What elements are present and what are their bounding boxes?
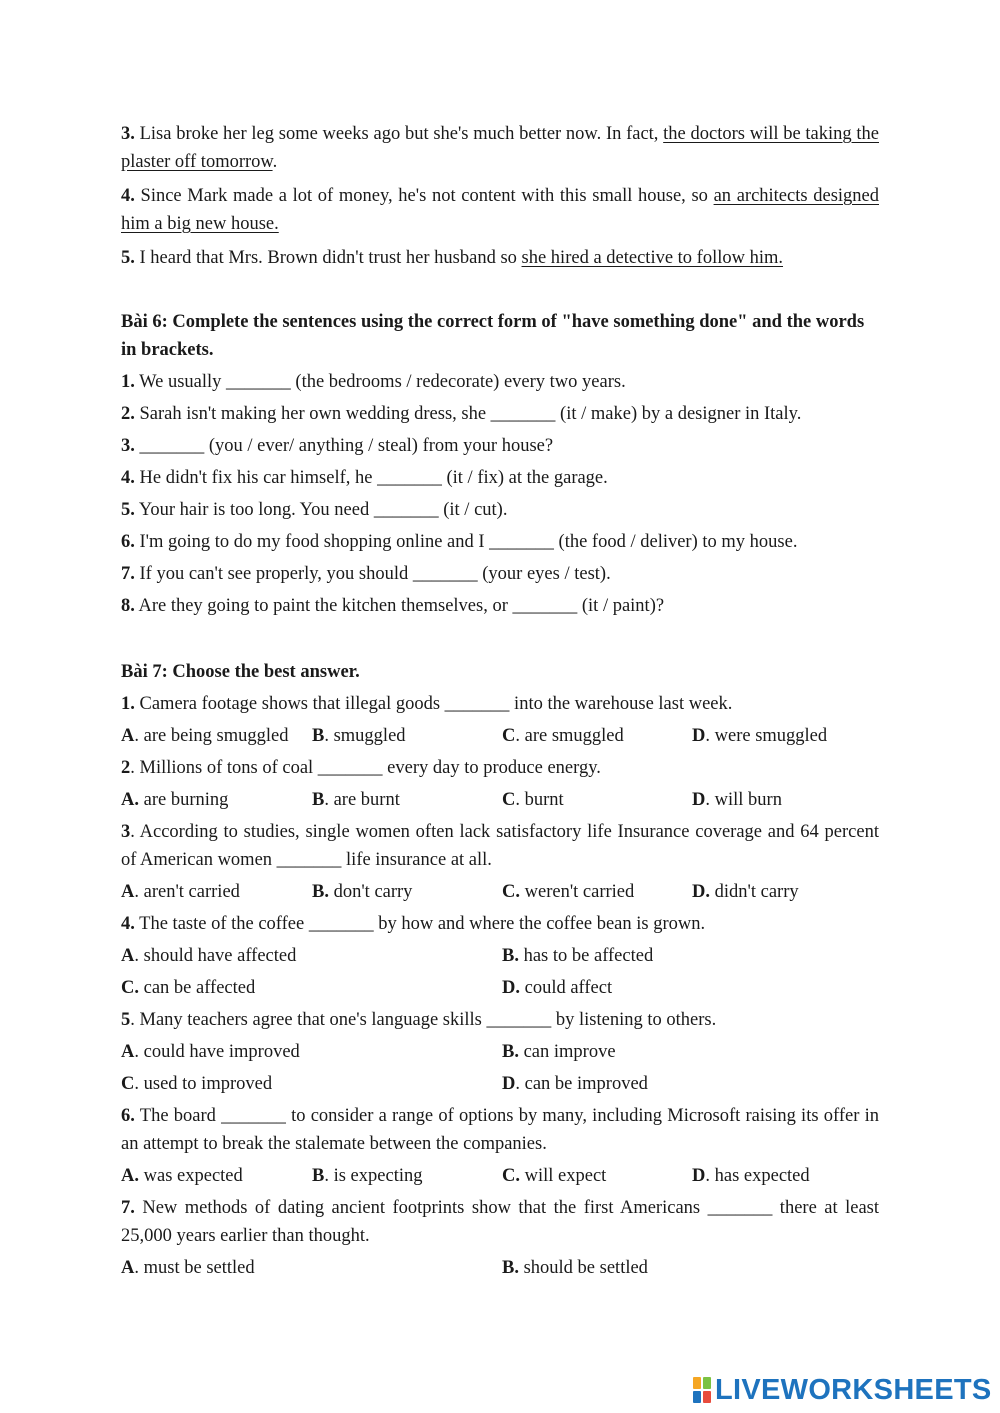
question-number: 3 bbox=[121, 822, 131, 842]
option-d[interactable] bbox=[502, 972, 612, 1004]
rewrite-item-3 bbox=[121, 120, 879, 176]
question-number: 4. bbox=[121, 914, 135, 934]
option-text: didn't carry bbox=[710, 882, 799, 902]
option-b[interactable] bbox=[312, 720, 502, 752]
option-text: . smuggled bbox=[324, 726, 406, 746]
option-b[interactable] bbox=[502, 1036, 616, 1068]
question-number: 6. bbox=[121, 1106, 135, 1126]
option-text: . were smuggled bbox=[705, 726, 828, 746]
question-4-options-row-1 bbox=[121, 940, 879, 972]
option-a[interactable] bbox=[121, 876, 312, 908]
question-text: . Many teachers agree that one's language skills _______ by listening to others. bbox=[130, 1010, 717, 1030]
option-letter: B bbox=[312, 790, 325, 810]
exercise-6-list bbox=[121, 366, 879, 622]
option-letter: A bbox=[121, 946, 135, 966]
option-d[interactable] bbox=[502, 1068, 648, 1100]
option-b[interactable] bbox=[502, 1252, 648, 1284]
question-3-options bbox=[121, 876, 879, 908]
option-text: . aren't carried bbox=[134, 882, 240, 902]
question-5-options-row-1 bbox=[121, 1036, 879, 1068]
question-1 bbox=[121, 688, 879, 720]
item-text: _______ (you / ever/ anything / steal) from your house? bbox=[134, 436, 554, 456]
option-letter: A bbox=[121, 726, 135, 746]
option-text: was expected bbox=[139, 1166, 243, 1186]
option-text: don't carry bbox=[328, 882, 413, 902]
question-5 bbox=[121, 1004, 879, 1036]
question-number: 7. bbox=[121, 1198, 135, 1218]
option-text: . are being smuggled bbox=[134, 726, 289, 746]
option-b[interactable] bbox=[312, 876, 502, 908]
option-c[interactable] bbox=[502, 1160, 692, 1192]
option-text: has to be affected bbox=[518, 946, 654, 966]
option-d[interactable] bbox=[692, 720, 827, 752]
question-text: Camera footage shows that illegal goods _______ into the warehouse last week. bbox=[134, 694, 733, 714]
question-4 bbox=[121, 908, 879, 940]
item-text: If you can't see properly, you should _______ (your eyes / test). bbox=[134, 564, 611, 584]
item-text: We usually _______ (the bedrooms / redecorate) every two years. bbox=[134, 372, 626, 392]
logo-text: LIVEWORKSHEETS bbox=[715, 1374, 992, 1406]
option-d[interactable] bbox=[692, 1160, 810, 1192]
option-letter: C bbox=[502, 726, 516, 746]
option-letter: A. bbox=[121, 790, 139, 810]
option-letter: B. bbox=[312, 882, 329, 902]
item-text: I heard that Mrs. Brown didn't trust her husband so bbox=[134, 248, 522, 268]
option-letter: B. bbox=[502, 1042, 519, 1062]
option-text: . must be settled bbox=[134, 1258, 255, 1278]
rewrite-item-5 bbox=[121, 242, 879, 274]
option-text: will expect bbox=[520, 1166, 607, 1186]
option-a[interactable] bbox=[121, 784, 312, 816]
question-7 bbox=[121, 1194, 879, 1250]
item-text: Lisa broke her leg some weeks ago but she's much better now. In fact, bbox=[134, 124, 664, 144]
option-letter: C bbox=[502, 790, 516, 810]
question-6 bbox=[121, 1102, 879, 1158]
question-4-options-row-2 bbox=[121, 972, 879, 1004]
item-number: 8. bbox=[121, 596, 135, 616]
option-letter: D bbox=[692, 790, 706, 810]
exercise-6-item bbox=[121, 494, 879, 526]
question-text: New methods of dating ancient footprints show that the first Americans _______ there at least 25,000 years earlier than thought. bbox=[121, 1198, 879, 1246]
option-a[interactable] bbox=[121, 1036, 502, 1068]
question-text: The board _______ to consider a range of options by many, including Microsoft raising its offer in an attempt to break the stalemate between the companies. bbox=[121, 1106, 879, 1154]
question-3 bbox=[121, 818, 879, 874]
option-text: . has expected bbox=[705, 1166, 810, 1186]
item-number: 3. bbox=[121, 124, 135, 144]
item-number: 2. bbox=[121, 404, 135, 424]
rewrite-item-4 bbox=[121, 182, 879, 238]
option-letter: B bbox=[312, 1166, 325, 1186]
option-letter: A. bbox=[121, 1166, 139, 1186]
option-text: . can be improved bbox=[515, 1074, 648, 1094]
question-6-options bbox=[121, 1160, 879, 1192]
item-text: Sarah isn't making her own wedding dress, she _______ (it / make) by a designer in Italy. bbox=[134, 404, 802, 424]
option-text: . will burn bbox=[705, 790, 782, 810]
option-a[interactable] bbox=[121, 1160, 312, 1192]
exercise-6-item bbox=[121, 366, 879, 398]
underlined-phrase: the doctors will be taking the plaster off tomorrow bbox=[121, 124, 879, 172]
option-a[interactable] bbox=[121, 720, 312, 752]
question-7-options bbox=[121, 1252, 879, 1284]
exercise-6-item bbox=[121, 558, 879, 590]
option-b[interactable] bbox=[502, 940, 653, 972]
question-number: 5 bbox=[121, 1010, 131, 1030]
option-text: are burning bbox=[139, 790, 229, 810]
option-letter: D bbox=[692, 1166, 706, 1186]
item-text: Are they going to paint the kitchen themselves, or _______ (it / paint)? bbox=[134, 596, 665, 616]
option-letter: B bbox=[312, 726, 325, 746]
option-letter: D bbox=[692, 726, 706, 746]
exercise-6-item bbox=[121, 398, 879, 430]
option-letter: A bbox=[121, 882, 135, 902]
option-letter: B. bbox=[502, 946, 519, 966]
liveworksheets-logo-icon bbox=[693, 1377, 711, 1403]
item-text: I'm going to do my food shopping online and I _______ (the food / deliver) to my house. bbox=[134, 532, 798, 552]
item-number: 5. bbox=[121, 248, 135, 268]
option-text: . could have improved bbox=[134, 1042, 300, 1062]
exercise-6-item bbox=[121, 462, 879, 494]
exercise-6-item bbox=[121, 430, 879, 462]
question-text: The taste of the coffee _______ by how and where the coffee bean is grown. bbox=[134, 914, 706, 934]
option-letter: D. bbox=[692, 882, 710, 902]
item-number: 1. bbox=[121, 372, 135, 392]
underlined-phrase: an architects designed him a big new house. bbox=[121, 186, 879, 234]
option-letter: C bbox=[121, 1074, 135, 1094]
option-text: weren't carried bbox=[520, 882, 635, 902]
option-b[interactable] bbox=[312, 1160, 502, 1192]
option-text: can be affected bbox=[139, 978, 256, 998]
option-a[interactable] bbox=[121, 940, 502, 972]
item-number: 4. bbox=[121, 186, 135, 206]
option-a[interactable] bbox=[121, 1252, 502, 1284]
option-c[interactable] bbox=[121, 1068, 502, 1100]
exercise-6-heading: Bài 6: Complete the sentences using the correct form of "have something done" and the words in brackets. bbox=[121, 312, 865, 360]
option-c[interactable] bbox=[502, 720, 692, 752]
worksheet-page bbox=[121, 118, 879, 1284]
option-c[interactable] bbox=[502, 876, 692, 908]
option-d[interactable] bbox=[692, 876, 799, 908]
option-text: . are smuggled bbox=[515, 726, 624, 746]
option-letter: C. bbox=[502, 1166, 520, 1186]
question-text: . Millions of tons of coal _______ every day to produce energy. bbox=[130, 758, 601, 778]
question-5-options-row-2 bbox=[121, 1068, 879, 1100]
option-d[interactable] bbox=[692, 784, 782, 816]
question-number: 2 bbox=[121, 758, 131, 778]
item-end: . bbox=[272, 152, 278, 172]
option-letter: C. bbox=[502, 882, 520, 902]
option-letter: D. bbox=[502, 978, 520, 998]
option-letter: C. bbox=[121, 978, 139, 998]
exercise-6-item bbox=[121, 590, 879, 622]
exercise-6-item bbox=[121, 526, 879, 558]
option-b[interactable] bbox=[312, 784, 502, 816]
item-number: 3. bbox=[121, 436, 135, 456]
item-number: 6. bbox=[121, 532, 135, 552]
exercise-7-heading: Bài 7: Choose the best answer. bbox=[121, 662, 360, 682]
option-text: could affect bbox=[520, 978, 613, 998]
question-text: . According to studies, single women often lack satisfactory life Insurance coverage and 64 percent of American women _______ life insurance at all. bbox=[121, 822, 879, 870]
option-letter: A bbox=[121, 1042, 135, 1062]
option-letter: B. bbox=[502, 1258, 519, 1278]
option-text: . used to improved bbox=[134, 1074, 273, 1094]
item-number: 7. bbox=[121, 564, 135, 584]
item-text: Since Mark made a lot of money, he's not content with this small house, so bbox=[134, 186, 714, 206]
option-text: should be settled bbox=[518, 1258, 648, 1278]
liveworksheets-logo[interactable] bbox=[693, 1376, 992, 1404]
option-c[interactable] bbox=[121, 972, 502, 1004]
option-letter: A bbox=[121, 1258, 135, 1278]
option-text: can improve bbox=[518, 1042, 616, 1062]
option-text: . should have affected bbox=[134, 946, 297, 966]
option-c[interactable] bbox=[502, 784, 692, 816]
option-letter: D bbox=[502, 1074, 516, 1094]
option-text: . are burnt bbox=[324, 790, 400, 810]
item-text: He didn't fix his car himself, he _______ (it / fix) at the garage. bbox=[134, 468, 608, 488]
question-2 bbox=[121, 752, 879, 784]
question-2-options bbox=[121, 784, 879, 816]
underlined-phrase: she hired a detective to follow him. bbox=[521, 248, 784, 268]
question-1-options bbox=[121, 720, 879, 752]
question-number: 1. bbox=[121, 694, 135, 714]
item-text: Your hair is too long. You need _______ (it / cut). bbox=[134, 500, 508, 520]
option-text: . is expecting bbox=[324, 1166, 423, 1186]
item-number: 5. bbox=[121, 500, 135, 520]
option-text: . burnt bbox=[515, 790, 564, 810]
item-number: 4. bbox=[121, 468, 135, 488]
